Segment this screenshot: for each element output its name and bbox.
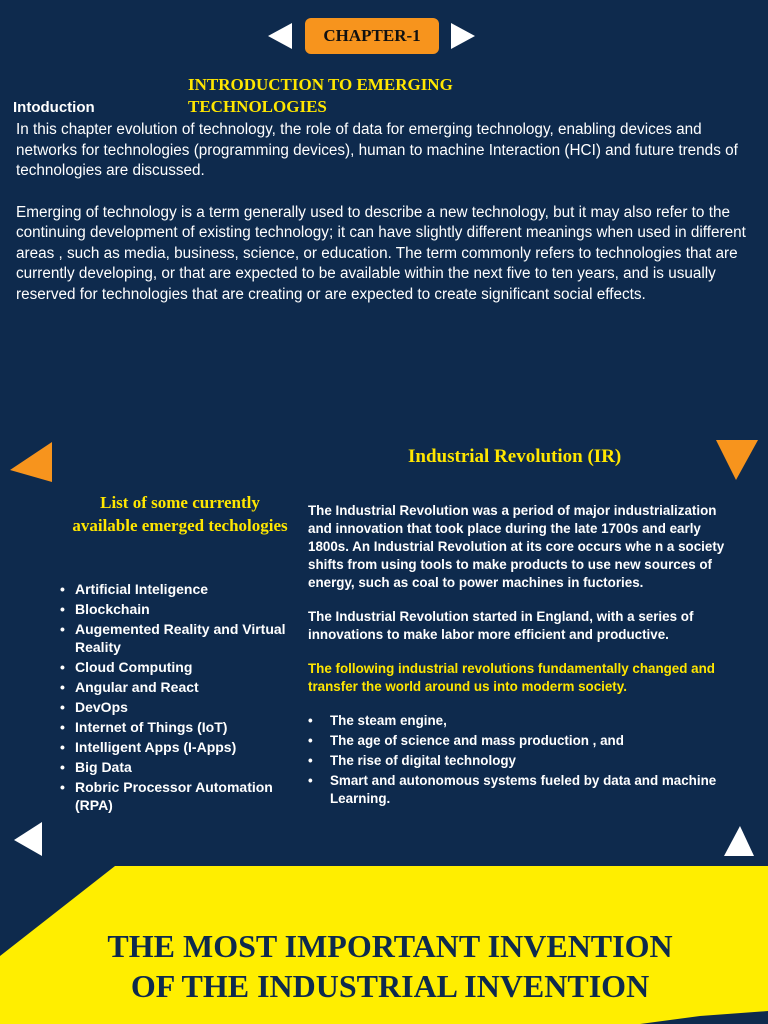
intro-title: INTRODUCTION TO EMERGING TECHNOLOGIES [188, 75, 453, 116]
list-item: • The steam engine, [308, 712, 738, 730]
list-item: • Cloud Computing [58, 658, 298, 676]
list-item: • The age of science and mass production , and [308, 732, 738, 750]
list-item: • The rise of digital technology [308, 752, 738, 770]
intro-text [16, 120, 751, 326]
list-item: • Robric Processor Automation (RPA) [58, 778, 298, 814]
intro-label: Intoduction [13, 99, 95, 116]
triangle-right-icon[interactable] [451, 23, 475, 49]
list-item: • Intelligent Apps (I-Apps) [58, 738, 298, 756]
ir-paragraph-1: The Industrial Revolution was a period of major industrialization and innovation that took place during the late 1700s and early 1800s. An Industrial Revolution at its core occurs whe n a society shifts from using tools to make products to use new sources of energy, such as coal to power machines in fuctories. [308, 503, 725, 590]
triangle-left-icon[interactable] [268, 23, 292, 49]
ir-body [308, 502, 738, 810]
list-item: • Blockchain [58, 600, 298, 618]
intro-paragraph-1: In this chapter evolution of technology, the role of data for emerging technology, enabling devices and networks for technologies (programming devices), human to machine Interaction (HCI) and future trends of technologies are discussed. [16, 121, 738, 179]
ir-highlight: The following industrial revolutions fundamentally changed and transfer the world around us into moderm society. [308, 661, 715, 694]
tech-list-heading: List of some currently available emerged techologies [72, 493, 288, 535]
list-item: • Artificial Inteligence [58, 580, 298, 598]
list-item: • Big Data [58, 758, 298, 776]
list-item: • DevOps [58, 698, 298, 716]
list-item: • Augemented Reality and Virtual Reality [58, 620, 298, 656]
banner-title [40, 926, 740, 1006]
list-item: • Angular and React [58, 678, 298, 696]
banner-line-2: OF THE INDUSTRIAL INVENTION [130, 968, 650, 1004]
ir-title: Industrial Revolution (IR) [408, 446, 622, 467]
orange-arrow-right-icon[interactable] [714, 438, 760, 484]
white-arrow-left-icon[interactable] [12, 820, 44, 858]
ir-list [308, 712, 738, 808]
list-item: • Internet of Things (IoT) [58, 718, 298, 736]
white-arrow-right-icon[interactable] [722, 824, 756, 860]
tech-list [58, 580, 298, 816]
list-item: • Smart and autonomous systems fueled by data and machine Learning. [308, 772, 738, 808]
ir-paragraph-2: The Industrial Revolution started in England, with a series of innovations to make labor more efficient and productive. [308, 609, 694, 642]
chapter-badge: CHAPTER-1 [305, 18, 439, 54]
orange-arrow-left-icon[interactable] [8, 440, 54, 484]
banner-line-1: THE MOST IMPORTANT INVENTION [107, 928, 673, 964]
intro-paragraph-2: Emerging of technology is a term generally used to describe a new technology, but it may also refer to the continuing development of existing technology; it can have slightly different meanings when used in different areas , such as media, business, science, or education. The term commonly refers to technologies that are currently developing, or that are expected to be available within the next five to ten years, and is usually reserved for technologies that are creating or are expected to create significant social effects. [16, 203, 746, 303]
